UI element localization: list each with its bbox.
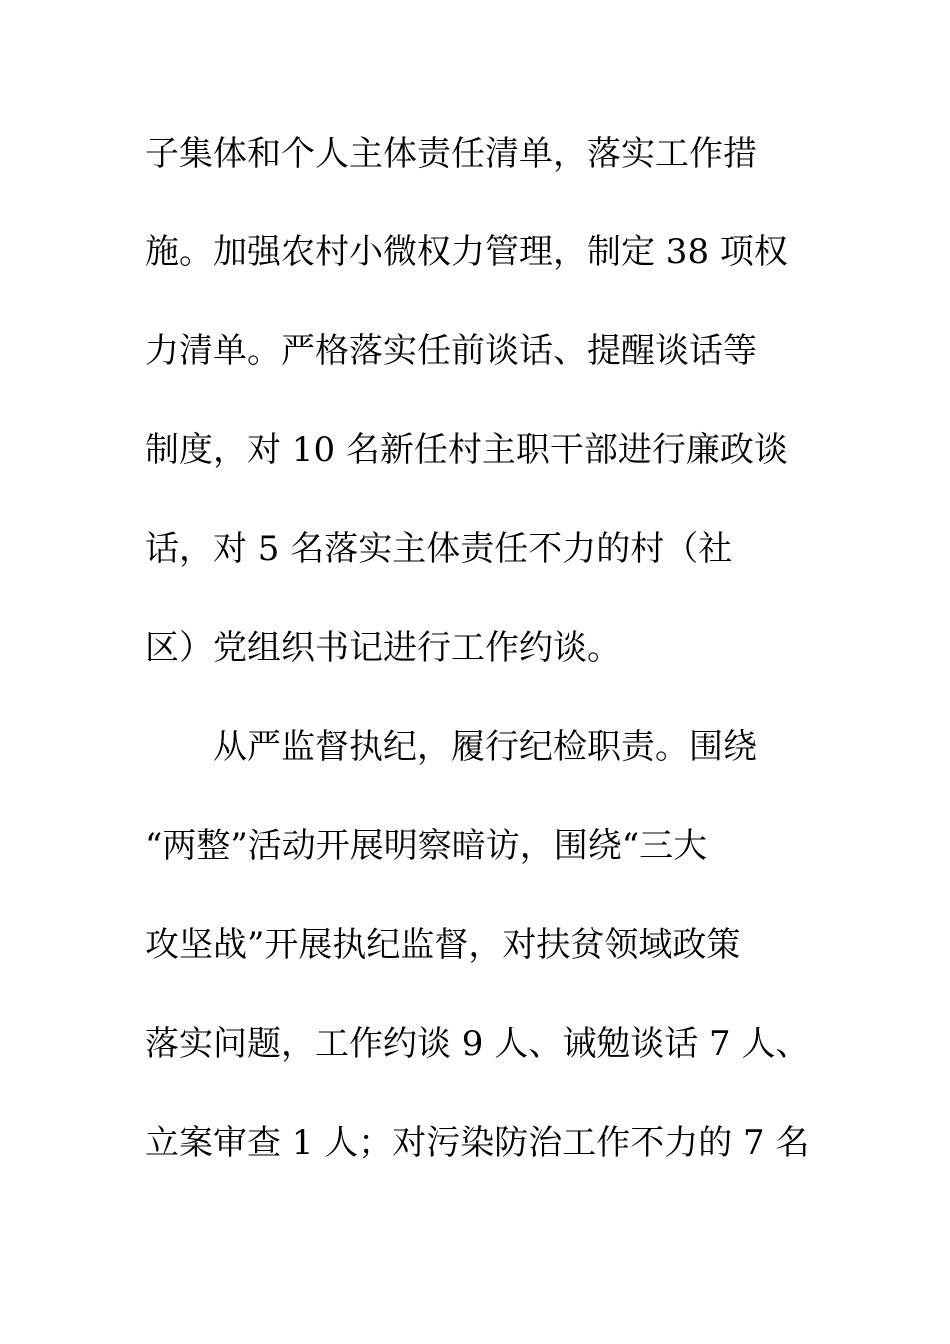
text-line-9: 攻坚战”开展执纪监督，对扶贫领域政策 [145, 925, 741, 965]
text-line-6: 区）党组织书记进行工作约谈。 [145, 628, 621, 668]
text-line-5: 话，对 5 名落实主体责任不力的村（社 [145, 529, 733, 569]
text-line-2: 施。加强农村小微权力管理，制定 38 项权 [145, 232, 788, 272]
text-line-10: 落实问题，工作约谈 9 人、诫勉谈话 7 人、 [145, 1024, 810, 1064]
text-line-1: 子集体和个人主体责任清单，落实工作措 [145, 134, 757, 174]
paragraph-2-first-line: 从严监督执纪，履行纪检职责。围绕 [213, 727, 757, 767]
text-line-11: 立案审查 1 人；对污染防治工作不力的 7 名 [145, 1123, 810, 1163]
text-line-3: 力清单。严格落实任前谈话、提醒谈话等 [145, 331, 757, 371]
text-line-4: 制度，对 10 名新任村主职干部进行廉政谈 [145, 430, 788, 470]
text-line-8: “两整”活动开展明察暗访，围绕“三大 [145, 826, 708, 866]
